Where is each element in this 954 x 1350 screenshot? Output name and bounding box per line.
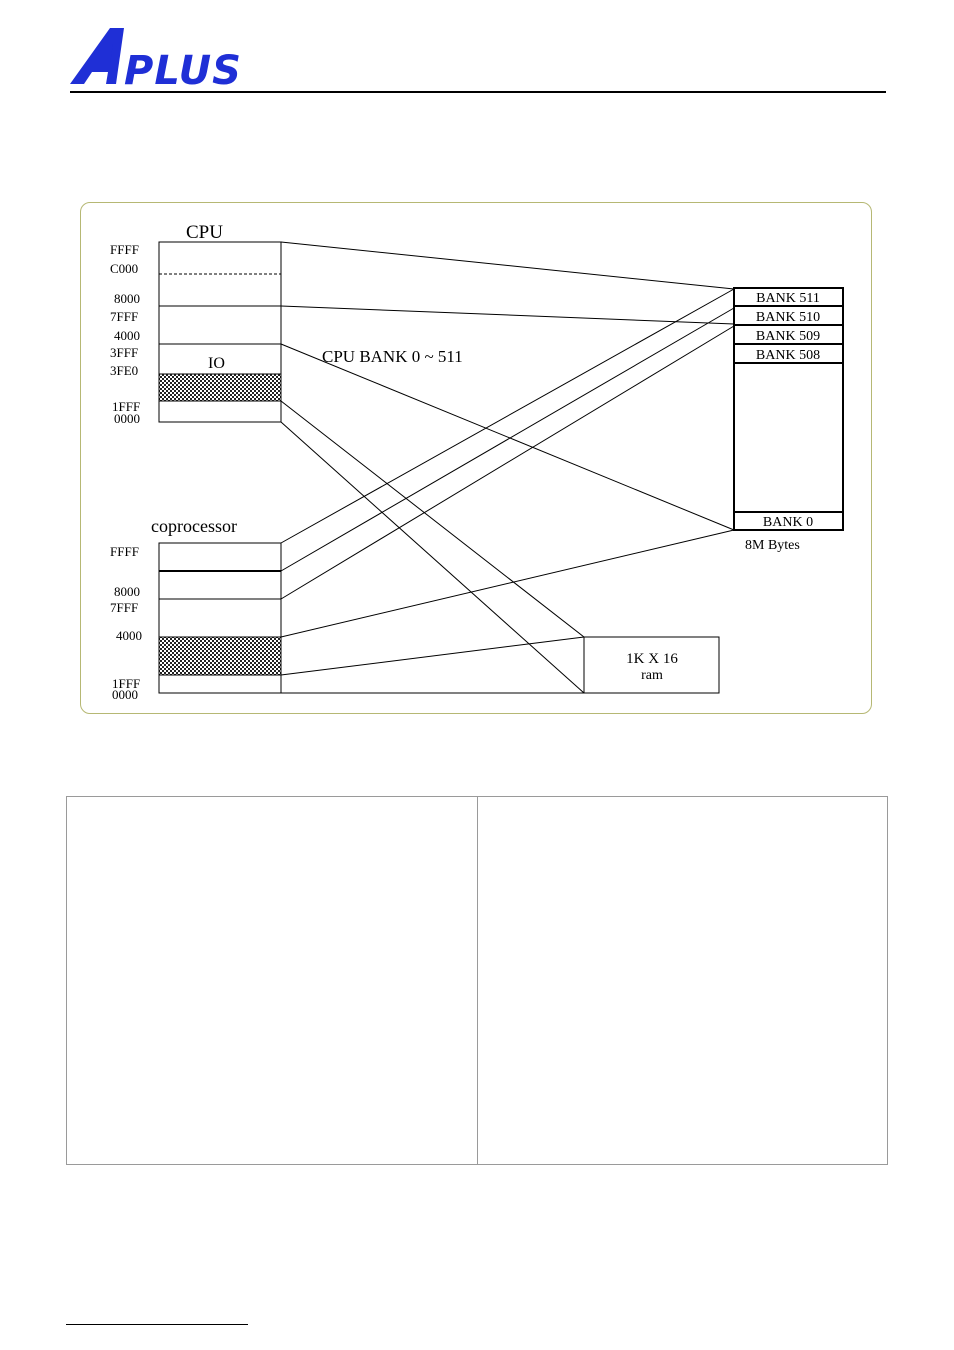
line-cop-ffff-bank511 (281, 289, 734, 543)
coprocessor-hatched-block (159, 637, 281, 675)
coprocessor-addr-0000: 0000 (112, 687, 138, 702)
coprocessor-address-labels (110, 544, 142, 702)
cpu-addr-3fff: 3FFF (110, 345, 139, 360)
line-cpu-0000-ram-bottom (281, 422, 584, 693)
cpu-hatched-block (159, 374, 281, 401)
cpu-memory-column (110, 222, 281, 426)
coprocessor-addr-8000: 8000 (114, 584, 140, 599)
svg-text:PLUS: PLUS (124, 48, 242, 90)
coprocessor-memory-column (110, 516, 281, 702)
cpu-addr-0000: 0000 (114, 411, 140, 426)
coprocessor-addr-4000: 4000 (116, 628, 142, 643)
line-cpu-4000-bank0 (281, 344, 734, 530)
ram-type-label: ram (641, 668, 663, 683)
memory-bank-stack (734, 288, 843, 553)
line-cop-4000-bank0 (281, 530, 734, 637)
cpu-addr-8000: 8000 (114, 291, 140, 306)
cpu-addr-1fff: 1FFF (112, 399, 141, 414)
bank-0-label: BANK 0 (762, 515, 814, 530)
content-table (66, 796, 888, 1165)
coprocessor-title: coprocessor (151, 516, 237, 536)
coprocessor-addr-ffff: FFFF (110, 544, 139, 559)
line-cop-7fff-bank509 (281, 326, 734, 599)
connector-lines (281, 242, 734, 693)
cpu-bank-label: CPU BANK 0 ~ 511 (322, 347, 463, 366)
cpu-addr-c000: C000 (110, 261, 139, 276)
cpu-title: CPU (186, 222, 223, 243)
cpu-addr-4000: 4000 (114, 328, 140, 343)
cpu-address-labels (110, 242, 140, 426)
ram-block (584, 637, 719, 693)
cpu-addr-7fff: 7FFF (110, 309, 139, 324)
line-cop-1fff-ram-top (281, 637, 584, 675)
table-cell-right (478, 797, 888, 1164)
cpu-addr-ffff: FFFF (110, 242, 139, 257)
line-cpu-8000-bank510 (281, 306, 734, 324)
cpu-io-label: IO (208, 355, 225, 372)
bank-labels (756, 291, 820, 530)
memory-size-label: 8M Bytes (745, 538, 800, 553)
line-cpu-ffff-bank511 (281, 242, 734, 289)
coprocessor-addr-1fff: 1FFF (112, 676, 141, 691)
footnote-rule (66, 1324, 248, 1325)
bank-510-label: BANK 510 (755, 310, 821, 325)
bank-511-label: BANK 511 (756, 291, 820, 306)
coprocessor-addr-7fff: 7FFF (110, 600, 139, 615)
table-cell-left (67, 797, 478, 1164)
ram-size-label: 1K X 16 (626, 651, 678, 667)
cpu-addr-3fe0: 3FE0 (110, 363, 139, 378)
bank-509-label: BANK 509 (755, 329, 821, 344)
bank-508-label: BANK 508 (755, 348, 821, 363)
